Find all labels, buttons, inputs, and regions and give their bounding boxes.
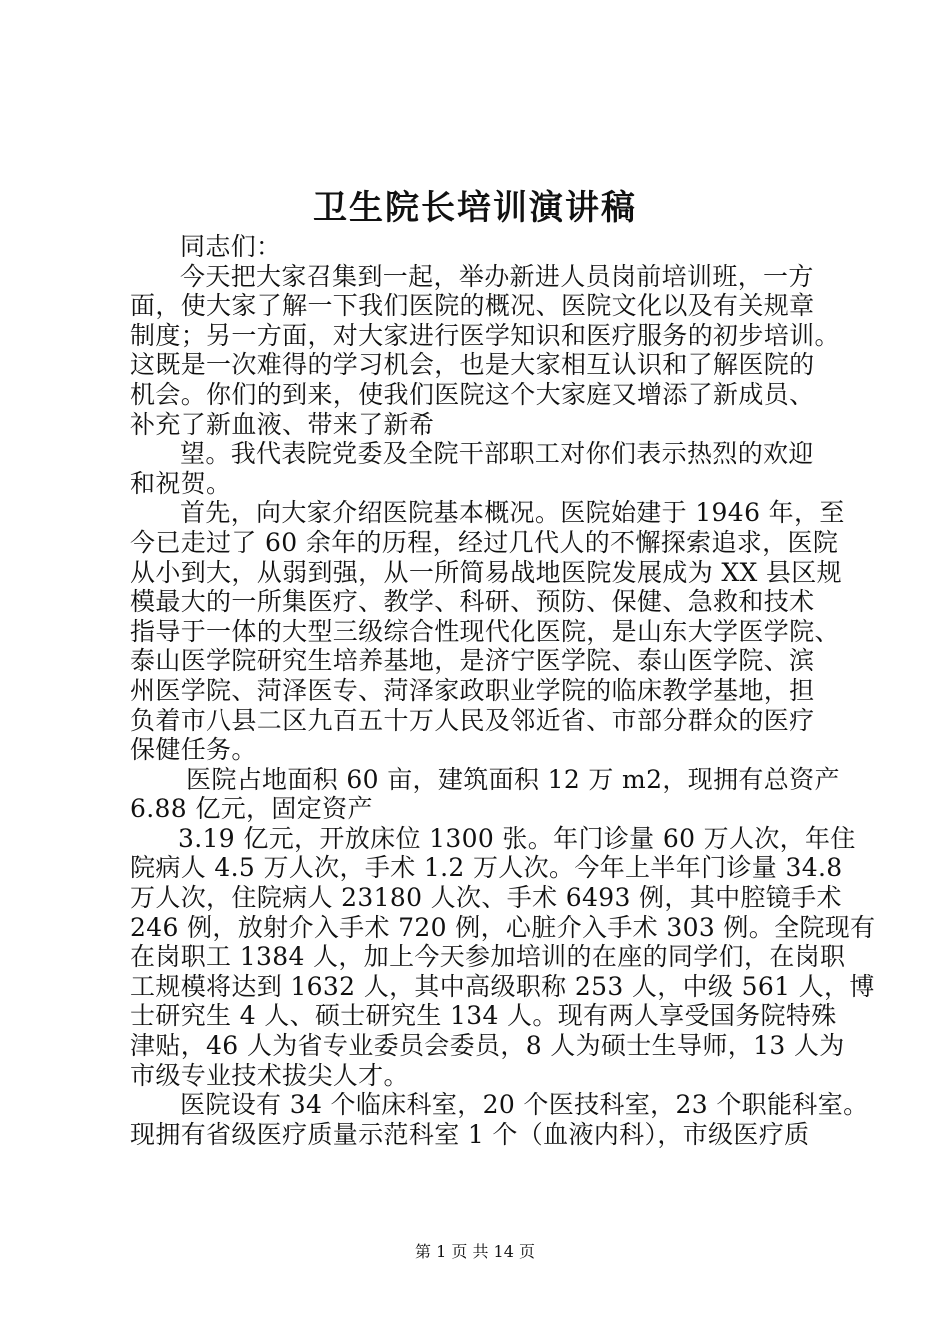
text-line: 6.88 亿元，固定资产	[130, 794, 373, 824]
text-line: 从小到大，从弱到强，从一所简易战地医院发展成为 XX 县区规	[130, 557, 842, 587]
text-line: 院病人 4.5 万人次，手术 1.2 万人次。今年上半年门诊量 34.8	[130, 853, 843, 883]
text-line: 津贴，46 人为省专业委员会委员，8 人为硕士生导师，13 人为	[130, 1031, 845, 1061]
text-line: 市级专业技术拔尖人才。	[130, 1060, 409, 1090]
text-line: 保健任务。	[130, 735, 257, 765]
text-line: 机会。你们的到来，使我们医院这个大家庭又增添了新成员、	[130, 379, 815, 409]
text-line: 医院设有 34 个临床科室，20 个医技科室，23 个职能科室。	[180, 1090, 869, 1120]
document-body	[130, 232, 876, 1149]
text-line: 州医学院、菏泽医专、菏泽家政职业学院的临床教学基地，担	[130, 675, 815, 705]
text-line: 和祝贺。	[130, 468, 232, 498]
text-line: 今天把大家召集到一起，举办新进人员岗前培训班，一方	[180, 261, 814, 291]
text-line: 医院占地面积 60 亩，建筑面积 12 万 m2，现拥有总资产	[186, 764, 840, 794]
text-line: 补充了新血液、带来了新希	[130, 409, 435, 439]
text-line: 面，使大家了解一下我们医院的概况、医院文化以及有关规章	[130, 291, 815, 321]
text-line: 模最大的一所集医疗、教学、科研、预防、保健、急救和技术	[130, 587, 815, 617]
text-line: 首先，向大家介绍医院基本概况。医院始建于 1946 年，至	[180, 498, 845, 528]
text-line: 工规模将达到 1632 人，其中高级职称 253 人，中级 561 人，博	[130, 971, 875, 1001]
page-footer: 第 1 页 共 14 页	[415, 1242, 535, 1261]
text-line: 制度；另一方面，对大家进行医学知识和医疗服务的初步培训。	[130, 320, 840, 350]
text-line: 在岗职工 1384 人，加上今天参加培训的在座的同学们，在岗职	[130, 942, 846, 972]
text-line: 士研究生 4 人、硕士研究生 134 人。现有两人享受国务院特殊	[130, 1001, 837, 1031]
text-line: 同志们：	[180, 232, 282, 261]
text-line: 246 例，放射介入手术 720 例，心脏介入手术 303 例。全院现有	[130, 912, 876, 942]
text-line: 万人次，住院病人 23180 人次、手术 6493 例，其中腔镜手术	[130, 883, 842, 913]
text-line: 望。我代表院党委及全院干部职工对你们表示热烈的欢迎	[180, 439, 814, 469]
text-line: 今已走过了 60 余年的历程，经过几代人的不懈探索追求，医院	[130, 527, 839, 557]
text-line: 指导于一体的大型三级综合性现代化医院，是山东大学医学院、	[130, 616, 840, 646]
document-title: 卫生院长培训演讲稿	[313, 188, 637, 228]
text-line: 负着市八县二区九百五十万人民及邻近省、市部分群众的医疗	[130, 705, 815, 735]
text-line: 3.19 亿元，开放床位 1300 张。年门诊量 60 万人次，年住	[178, 823, 856, 853]
text-line: 泰山医学院研究生培养基地，是济宁医学院、泰山医学院、滨	[130, 646, 815, 676]
text-line: 这既是一次难得的学习机会，也是大家相互认识和了解医院的	[130, 350, 815, 380]
text-line: 现拥有省级医疗质量示范科室 1 个（血液内科），市级医疗质	[130, 1119, 810, 1149]
